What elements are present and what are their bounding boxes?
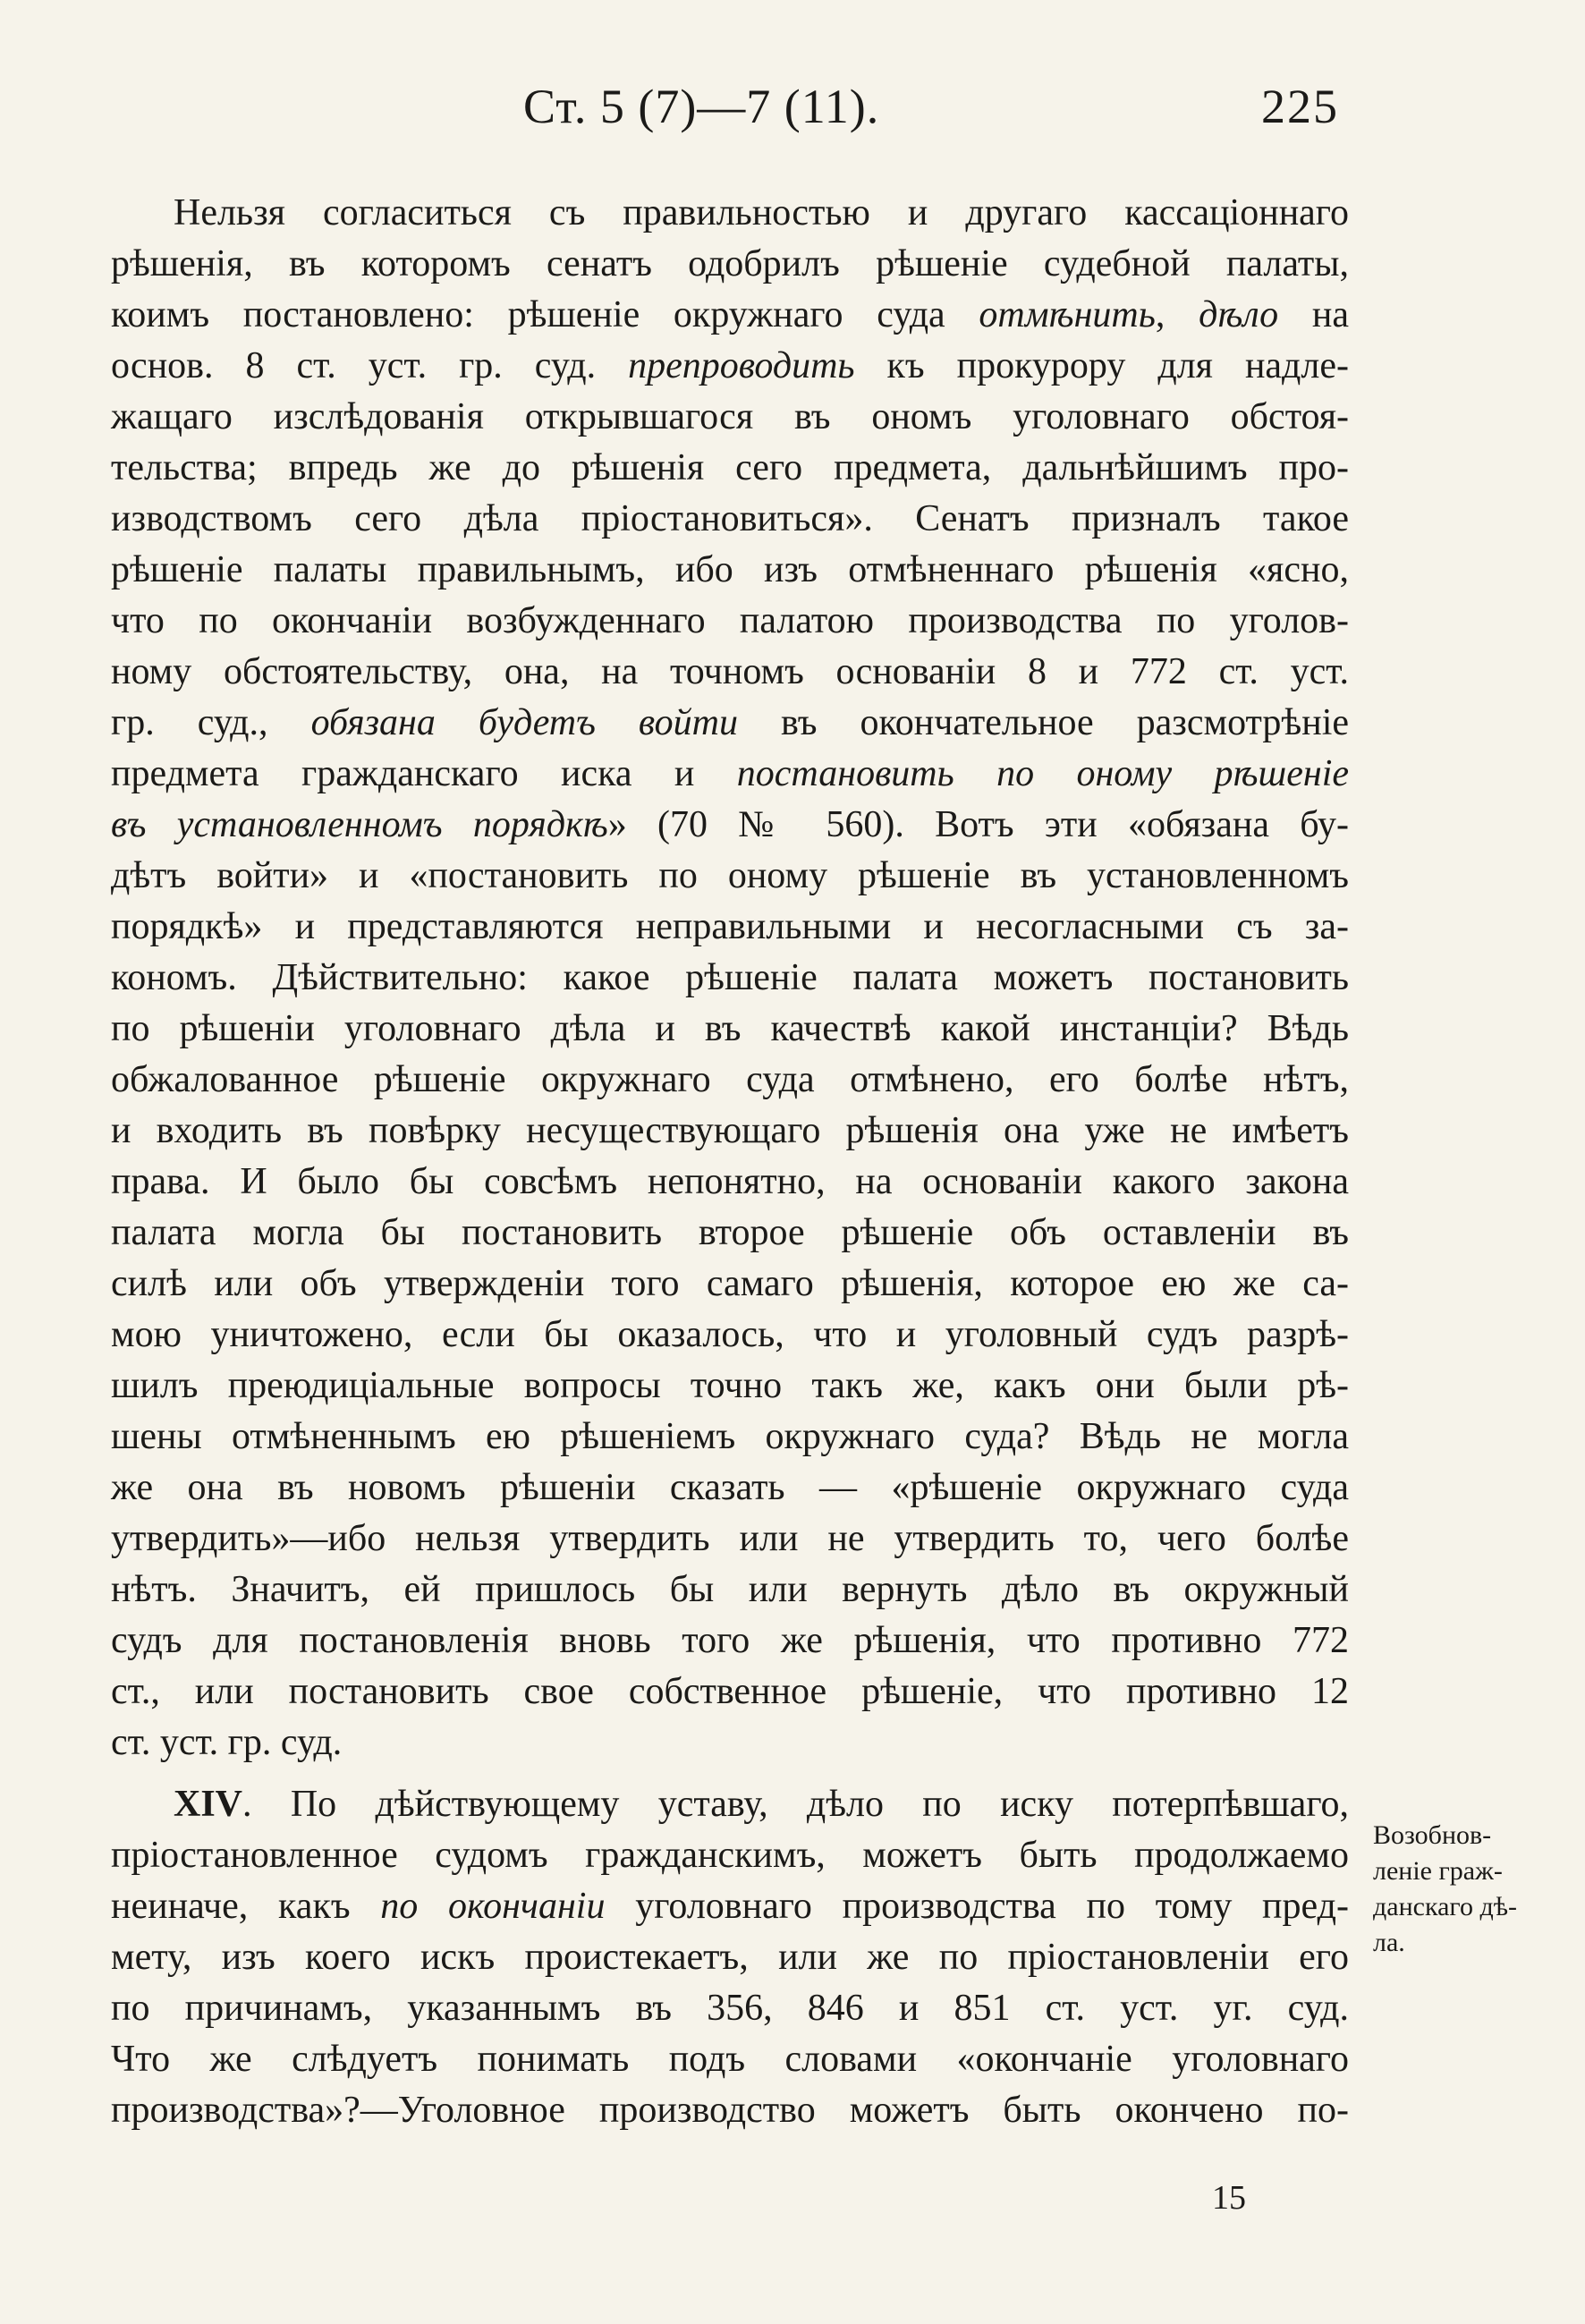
text-line: мету, изъ коего искъ проистекаетъ, или же по пріостановленіи его <box>111 1937 1349 1978</box>
text-line: палата могла бы постановить второе рѣшеніе объ оставленіи въ <box>111 1212 1349 1253</box>
text-line: нѣтъ. Значитъ, ей пришлось бы или вернуть дѣло въ окружный <box>111 1569 1349 1610</box>
text-line: рѣшеніе палаты правильнымъ, ибо изъ отмѣненнаго рѣшенія «ясно, <box>111 549 1349 590</box>
italic-phrase: дѣло <box>1199 294 1279 335</box>
text-segment: гр. суд., <box>111 702 268 743</box>
text-line: рѣшенія, въ которомъ сенатъ одобрилъ рѣшеніе судебной палаты, <box>111 243 1349 284</box>
margin-note-line: леніе граж- <box>1373 1856 1503 1886</box>
text-line: Нельзя согласиться съ правильностью и другаго кассаціоннаго <box>174 192 1349 233</box>
italic-phrase: обязана будетъ войти <box>310 702 738 743</box>
text-segment: основ. 8 ст. уст. гр. суд. <box>111 345 597 386</box>
text-line: по рѣшеніи уголовнаго дѣла и въ качествѣ какой инстанціи? Вѣдь <box>111 1008 1349 1049</box>
text-line <box>111 1779 1349 1830</box>
main-text <box>111 188 1349 2136</box>
margin-note-line: данскаго дѣ- <box>1373 1892 1517 1921</box>
text-line: пріостановленное судомъ гражданскимъ, можетъ быть продолжаемо <box>111 1835 1349 1876</box>
text-segment: неиначе, какъ <box>111 1886 351 1927</box>
text-line: изводствомъ сего дѣла пріостановиться». Сенатъ призналъ такое <box>111 498 1349 539</box>
text-line: же она въ новомъ рѣшеніи сказать — «рѣшеніе окружнаго суда <box>111 1467 1349 1508</box>
italic-phrase: препроводить <box>628 345 855 386</box>
text-segment: . По дѣйствующему уставу, дѣло по иску потерпѣвшаго, <box>242 1784 1349 1825</box>
text-line <box>111 800 1349 851</box>
text-line: производства»?—Уголовное производство можетъ быть окончено по- <box>111 2090 1349 2131</box>
text-line: жащаго изслѣдованія открывшагося въ ономъ уголовнаго обстоя- <box>111 396 1349 437</box>
margin-note-line: ла. <box>1373 1928 1405 1957</box>
signature-mark: 15 <box>1212 2179 1246 2217</box>
text-line: права. И было бы совсѣмъ непонятно, на основаніи какого закона <box>111 1161 1349 1202</box>
text-segment: предмета гражданскаго иска и <box>111 753 695 794</box>
text-segment: уголовнаго производства по тому пред- <box>635 1886 1349 1927</box>
italic-phrase: по окончаніи <box>380 1886 606 1927</box>
text-segment: » (70 № 560). Вотъ эти «обязана бу- <box>607 804 1349 845</box>
page-header <box>0 79 1585 159</box>
text-line <box>111 749 1349 800</box>
text-line <box>111 698 1349 749</box>
text-line: мою уничтожено, если бы оказалось, что и уголовный судъ разрѣ- <box>111 1314 1349 1355</box>
text-line: шены отмѣненнымъ ею рѣшеніемъ окружнаго суда? Вѣдь не могла <box>111 1416 1349 1457</box>
text-line: шилъ преюдиціальные вопросы точно такъ же, какъ они были рѣ- <box>111 1365 1349 1406</box>
text-line: судъ для постановленія вновь того же рѣшенія, что противно 772 <box>111 1620 1349 1661</box>
text-line: обжалованное рѣшеніе окружнаго суда отмѣнено, его болѣе нѣтъ, <box>111 1059 1349 1100</box>
paragraph-2 <box>111 1779 1349 2136</box>
text-line: ст. уст. гр. суд. <box>111 1722 343 1763</box>
margin-note <box>1373 1818 1574 1961</box>
section-number: XIV <box>174 1784 243 1825</box>
text-segment: коимъ постановлено: рѣшеніе окружнаго суда <box>111 294 945 335</box>
text-line: порядкѣ» и представляются неправильными и несогласными съ за- <box>111 906 1349 947</box>
text-line: дѣтъ войти» и «постановить по оному рѣшеніе въ установленномъ <box>111 855 1349 896</box>
text-line <box>111 1881 1349 1932</box>
italic-phrase: отмѣнить <box>979 294 1156 335</box>
paragraph-gap <box>111 1768 1349 1779</box>
text-line: кономъ. Дѣйствительно: какое рѣшеніе палата можетъ постановить <box>111 957 1349 998</box>
paragraph-1 <box>111 188 1349 1768</box>
running-head: Ст. 5 (7)—7 (11). <box>523 80 880 133</box>
text-line: коимъ постановлено: рѣшеніе окружнаго суда отмѣнить, дѣло на <box>111 294 1350 335</box>
text-line: утвердить»—ибо нельзя утвердить или не утвердить то, чего болѣе <box>111 1518 1349 1559</box>
text-line <box>111 341 1349 392</box>
text-line: силѣ или объ утвержденіи того самаго рѣшенія, которое ею же са- <box>111 1263 1349 1304</box>
text-line: Что же слѣдуетъ понимать подъ словами «окончаніе уголовнаго <box>111 2039 1349 2080</box>
italic-phrase: постановить по оному рѣшеніе <box>736 753 1350 794</box>
text-segment: въ окончательное разсмотрѣніе <box>780 702 1350 743</box>
text-line: что по окончаніи возбужденнаго палатою производства по уголов- <box>111 600 1349 641</box>
margin-note-line: Возобнов- <box>1373 1820 1492 1850</box>
text-line: тельства; впредь же до рѣшенія сего предмета, дальнѣйшимъ про- <box>111 447 1349 488</box>
text-segment: на <box>1311 294 1350 335</box>
italic-phrase: въ установленномъ порядкѣ <box>111 804 608 845</box>
text-segment: къ прокурору для надле- <box>886 345 1350 386</box>
page-number: 225 <box>1261 80 1339 133</box>
text-line: ному обстоятельству, она, на точномъ основаніи 8 и 772 ст. уст. <box>111 651 1349 692</box>
text-line: и входить въ повѣрку несуществующаго рѣшенія она уже не имѣетъ <box>111 1110 1349 1151</box>
text-line: по причинамъ, указаннымъ въ 356, 846 и 851 ст. уст. уг. суд. <box>111 1988 1349 2029</box>
text-line: ст., или постановить свое собственное рѣшеніе, что противно 12 <box>111 1671 1349 1712</box>
